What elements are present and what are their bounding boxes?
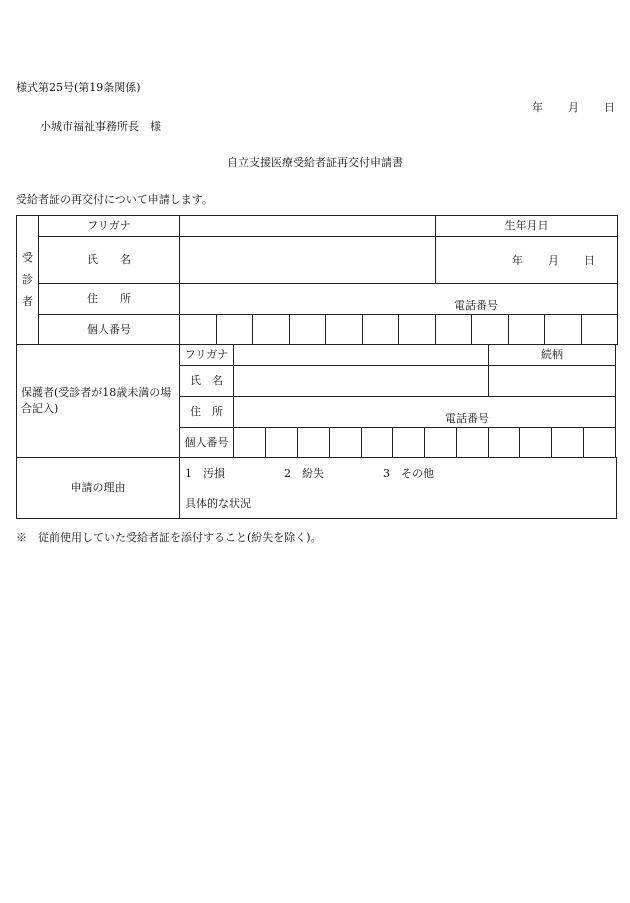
my-number-digit-box[interactable] xyxy=(363,315,399,345)
recipient-birthdate-label: 生年月日 xyxy=(436,216,618,237)
my-number-digit-box[interactable] xyxy=(298,428,330,458)
birth-year-label: 年 xyxy=(512,254,524,267)
my-number-digit-box[interactable] xyxy=(326,315,363,345)
my-number-digit-box[interactable] xyxy=(399,315,436,345)
recipient-furigana-label: フリガナ xyxy=(39,216,180,237)
my-number-digit-box[interactable] xyxy=(425,428,457,458)
recipient-furigana-field[interactable] xyxy=(180,216,436,237)
reason-option-other[interactable]: 3 その他 xyxy=(383,467,434,480)
guardian-my-number-label: 個人番号 xyxy=(180,428,234,458)
my-number-digit-box[interactable] xyxy=(290,315,326,345)
my-number-digit-box[interactable] xyxy=(180,315,217,345)
my-number-digit-box[interactable] xyxy=(582,315,618,345)
my-number-digit-box[interactable] xyxy=(362,428,393,458)
recipient-address-field[interactable] xyxy=(180,284,618,315)
my-number-digit-box[interactable] xyxy=(217,315,253,345)
form-number: 様式第25号(第19条関係) xyxy=(16,81,141,94)
recipient-section-label: 受 診 者 xyxy=(17,216,39,345)
guardian-relationship-label: 続柄 xyxy=(489,345,616,366)
recipient-birthdate-field[interactable] xyxy=(436,237,618,284)
reason-label: 申請の理由 xyxy=(17,458,180,519)
reason-option-soiled[interactable]: 1 汚損 xyxy=(185,467,225,480)
my-number-digit-box[interactable] xyxy=(457,428,489,458)
my-number-digit-box[interactable] xyxy=(472,315,509,345)
guardian-address-label: 住 所 xyxy=(180,397,234,428)
my-number-digit-box[interactable] xyxy=(393,428,425,458)
my-number-digit-box[interactable] xyxy=(552,428,584,458)
guardian-name-field[interactable] xyxy=(234,366,489,397)
guardian-name-label: 氏 名 xyxy=(180,366,234,397)
details-label: 具体的な状況 xyxy=(185,497,251,510)
date-month-label: 月 xyxy=(568,101,579,114)
birth-day-label: 日 xyxy=(584,254,596,267)
recipient-address-label: 住 所 xyxy=(39,284,180,315)
recipient-name-label: 氏 名 xyxy=(39,237,180,284)
reason-table xyxy=(16,457,617,519)
reason-option-lost[interactable]: 2 紛失 xyxy=(284,467,324,480)
guardian-address-field[interactable] xyxy=(234,397,616,428)
my-number-digit-box[interactable] xyxy=(253,315,290,345)
my-number-digit-box[interactable] xyxy=(520,428,552,458)
guardian-table xyxy=(16,344,616,458)
guardian-section-label: 保護者(受診者が18歳未満の場合記入) xyxy=(17,345,180,458)
attachment-note: ※ 従前使用していた受給者証を添付すること(紛失を除く)。 xyxy=(16,531,322,544)
my-number-digit-box[interactable] xyxy=(545,315,582,345)
addressee: 小城市福祉事務所長 様 xyxy=(40,120,161,133)
my-number-digit-box[interactable] xyxy=(509,315,545,345)
my-number-digit-box[interactable] xyxy=(234,428,266,458)
my-number-digit-box[interactable] xyxy=(330,428,362,458)
reason-field[interactable] xyxy=(180,458,617,519)
my-number-digit-box[interactable] xyxy=(436,315,472,345)
intro-text: 受給者証の再交付について申請します。 xyxy=(16,193,213,206)
guardian-relationship-field[interactable] xyxy=(489,366,616,397)
my-number-digit-box[interactable] xyxy=(266,428,298,458)
my-number-digit-box[interactable] xyxy=(489,428,520,458)
date-day-label: 日 xyxy=(604,101,615,114)
recipient-table xyxy=(16,215,618,345)
recipient-my-number-label: 個人番号 xyxy=(39,315,180,345)
guardian-furigana-label: フリガナ xyxy=(180,345,234,366)
date-year-label: 年 xyxy=(532,101,543,114)
document-title: 自立支援医療受給者証再交付申請書 xyxy=(227,156,403,169)
recipient-name-field[interactable] xyxy=(180,237,436,284)
guardian-phone-label: 電話番号 xyxy=(445,412,489,425)
guardian-furigana-field[interactable] xyxy=(234,345,489,366)
birth-month-label: 月 xyxy=(548,254,560,267)
recipient-phone-label: 電話番号 xyxy=(454,299,498,312)
my-number-digit-box[interactable] xyxy=(584,428,616,458)
